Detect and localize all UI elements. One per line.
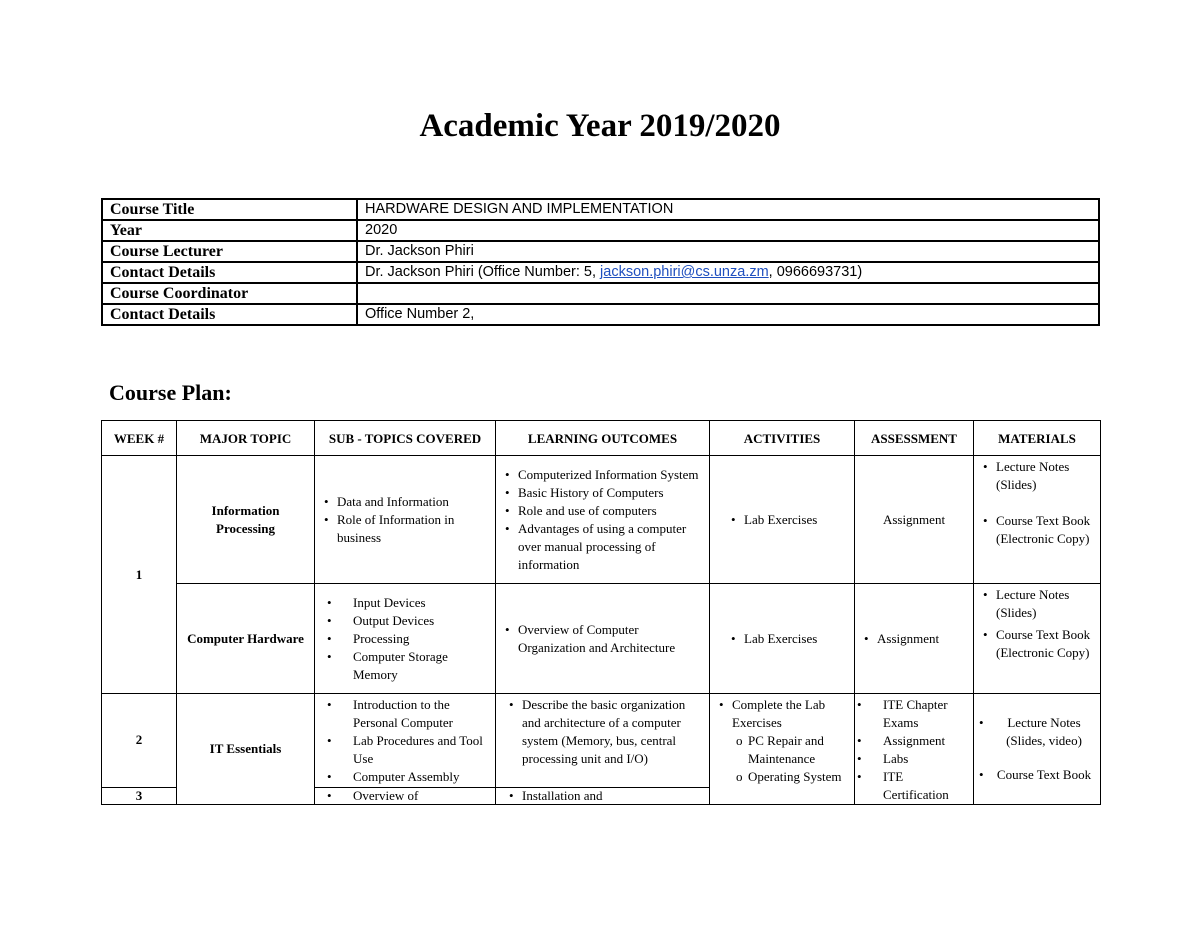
contact2-label: Contact Details (102, 304, 357, 325)
list-item: • Advantages of using a computer over manual processing of information (518, 520, 705, 574)
year-value: 2020 (357, 220, 1099, 241)
activity-main: Complete the Lab Exercises (732, 697, 826, 730)
list-item: o PC Repair and Maintenance (748, 732, 850, 768)
table-row (102, 283, 1099, 304)
contact-suffix: , 0966693731) (768, 264, 863, 280)
table-row (102, 241, 1099, 262)
list-item: • Input Devices (353, 594, 491, 612)
major-topic-cell: Computer Hardware (177, 584, 315, 694)
list-item: • Lab Exercises (744, 511, 850, 529)
week-cell: 3 (102, 787, 177, 804)
major-topic-cell: IT Essentials (177, 694, 315, 805)
list-item: • Computer Assembly (353, 768, 491, 786)
learning-outcomes-cell (496, 584, 710, 694)
list-item: • Computerized Information System (518, 466, 705, 484)
table-row (102, 220, 1099, 241)
table-row (102, 456, 1101, 584)
course-info-table (101, 198, 1100, 326)
major-topic-cell: Information Processing (177, 456, 315, 584)
sub-topics-cell (315, 456, 496, 584)
lecturer-value: Dr. Jackson Phiri (357, 241, 1099, 262)
list-item: • Assignment (877, 630, 969, 648)
sub-topics-cell (315, 694, 496, 788)
learning-outcomes-cell (496, 787, 710, 804)
header-activities: ACTIVITIES (710, 421, 855, 456)
list-item: • Introduction to the Personal Computer (353, 696, 491, 732)
header-materials: MATERIALS (974, 421, 1101, 456)
list-item: • Lecture Notes (Slides) (996, 586, 1096, 622)
header-sub-topics: SUB - TOPICS COVERED (315, 421, 496, 456)
list-item: • Describe the basic organization and architecture of a computer system (Memory, bus, central processing unit and I/O) (522, 696, 705, 768)
list-item: • Overview of Computer Organization and Architecture (518, 621, 705, 657)
materials-cell (974, 584, 1101, 694)
table-row (102, 694, 1101, 788)
list-item: • Assignment (883, 732, 969, 750)
list-item: o Operating System (748, 768, 850, 786)
list-item: • Course Text Book (Electronic Copy) (996, 512, 1096, 548)
assessment-cell (855, 694, 974, 805)
list-item: • ITE Chapter Exams (883, 696, 969, 732)
list-item: • Overview of (353, 788, 491, 803)
header-assessment: ASSESSMENT (855, 421, 974, 456)
list-item: • Course Text Book (Electronic Copy) (996, 626, 1096, 662)
list-item: • Installation and (522, 788, 705, 803)
list-item: • ITE Certification (883, 768, 969, 804)
activities-cell (710, 694, 855, 805)
list-item: • Lecture Notes (Slides, video) (992, 714, 1096, 750)
materials-cell (974, 456, 1101, 584)
list-item: • Labs (883, 750, 969, 768)
table-row (102, 199, 1099, 220)
materials-cell (974, 694, 1101, 805)
contact-label: Contact Details (102, 262, 357, 283)
header-learning-outcomes: LEARNING OUTCOMES (496, 421, 710, 456)
list-item: • Processing (353, 630, 491, 648)
lecturer-label: Course Lecturer (102, 241, 357, 262)
list-item: • Output Devices (353, 612, 491, 630)
year-label: Year (102, 220, 357, 241)
email-link[interactable]: jackson.phiri@cs.unza.zm (600, 264, 769, 280)
list-item: • Lecture Notes (Slides) (996, 458, 1096, 494)
list-item: • Lab Exercises (744, 630, 850, 648)
course-title-label: Course Title (102, 199, 357, 220)
list-item (732, 696, 850, 786)
sub-topics-cell (315, 787, 496, 804)
list-item: • Data and Information (337, 493, 491, 511)
table-row (102, 304, 1099, 325)
sub-topics-cell (315, 584, 496, 694)
assessment-cell: Assignment (855, 456, 974, 584)
coordinator-value (357, 283, 1099, 304)
list-item: • Lab Procedures and Tool Use (353, 732, 491, 768)
week-cell: 1 (102, 456, 177, 694)
activities-cell (710, 456, 855, 584)
contact-prefix: Dr. Jackson Phiri (Office Number: 5, (365, 264, 601, 280)
course-title-value: HARDWARE DESIGN AND IMPLEMENTATION (357, 199, 1099, 220)
learning-outcomes-cell (496, 694, 710, 788)
learning-outcomes-cell (496, 456, 710, 584)
course-plan-heading: Course Plan: (109, 380, 232, 405)
table-row (102, 584, 1101, 694)
list-item: • Role and use of computers (518, 502, 705, 520)
list-item: • Computer Storage Memory (353, 648, 491, 684)
activities-cell (710, 584, 855, 694)
table-header-row (102, 421, 1101, 456)
table-row (102, 262, 1099, 283)
assessment-cell (855, 584, 974, 694)
contact2-value: Office Number 2, (357, 304, 1099, 325)
header-major-topic: MAJOR TOPIC (177, 421, 315, 456)
week-cell: 2 (102, 694, 177, 788)
page-title: Academic Year 2019/2020 (419, 108, 781, 144)
header-week: WEEK # (102, 421, 177, 456)
coordinator-label: Course Coordinator (102, 283, 357, 304)
list-item: • Role of Information in business (337, 511, 491, 547)
contact-value (357, 262, 1099, 283)
list-item: • Course Text Book (992, 766, 1096, 784)
list-item: • Basic History of Computers (518, 484, 705, 502)
course-plan-table (101, 420, 1101, 805)
